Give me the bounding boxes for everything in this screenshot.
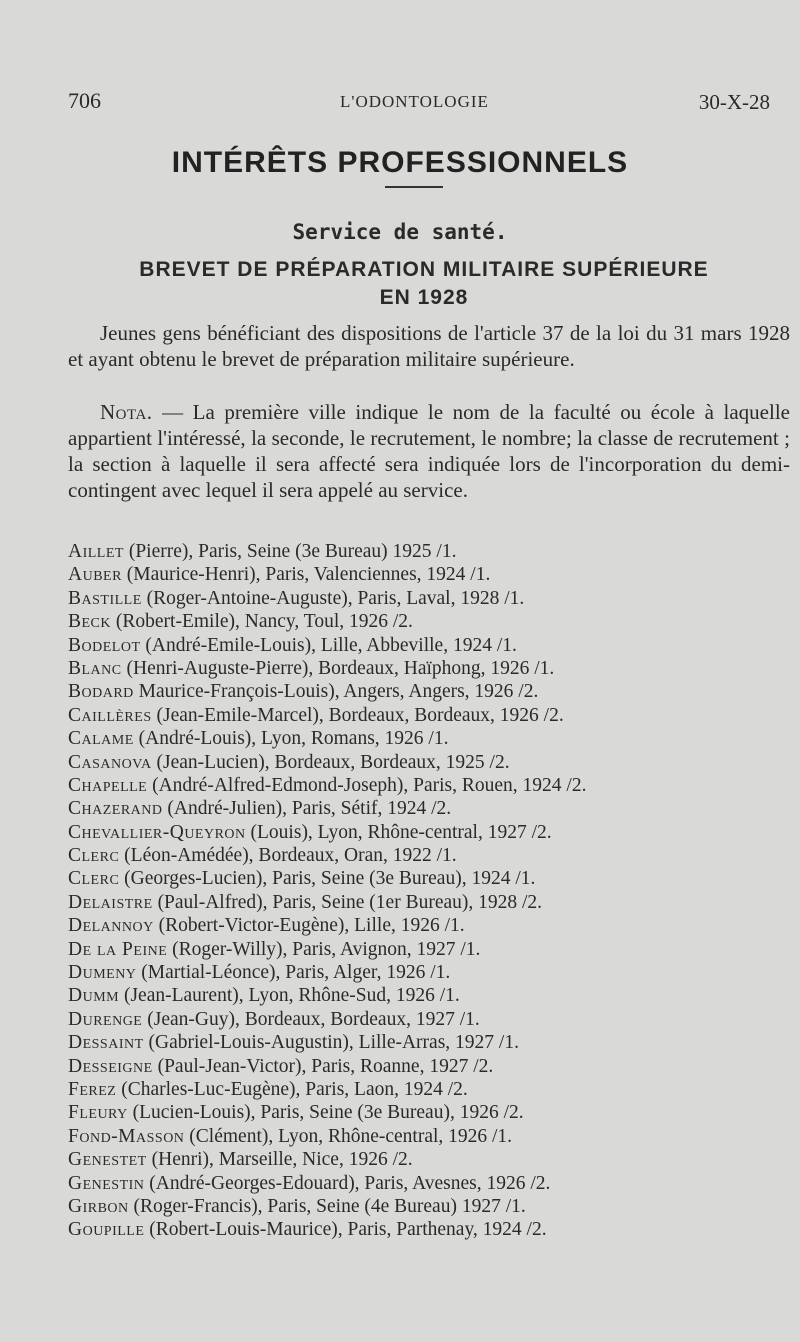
entry-surname: Bastille xyxy=(68,587,142,609)
entry-surname: Delannoy xyxy=(68,915,154,937)
entry-surname: Chazerand xyxy=(68,798,163,820)
entry-details: (Henri), Marseille, Nice, 1926 /2. xyxy=(146,1149,413,1171)
entry-details: (André-Alfred-Edmond-Joseph), Paris, Rouen, 1924 /2. xyxy=(147,774,587,796)
entry-details: (Charles-Luc-Eugène), Paris, Laon, 1924 /2. xyxy=(116,1078,468,1100)
subheading: Service de santé. xyxy=(292,220,508,244)
running-head xyxy=(68,88,770,118)
entry-surname: Desseigne xyxy=(68,1055,153,1077)
entry-surname: Calame xyxy=(68,728,134,750)
list-item xyxy=(68,1195,788,1218)
entry-details: (Roger-Francis), Paris, Seine (4e Bureau) 1927 /1. xyxy=(128,1195,526,1217)
list-item xyxy=(68,961,788,984)
entry-details: (Jean-Laurent), Lyon, Rhône-Sud, 1926 /1. xyxy=(119,985,460,1007)
entry-surname: Durenge xyxy=(68,1008,143,1030)
entry-surname: Clerc xyxy=(68,845,120,867)
list-item xyxy=(68,704,788,727)
entry-surname: Aillet xyxy=(68,541,124,562)
heading-rule xyxy=(385,186,443,188)
entry-details: (Maurice-Henri), Paris, Valenciennes, 1924 /1. xyxy=(121,564,491,586)
entry-surname: Genestet xyxy=(68,1149,147,1171)
nota-label: Nota. xyxy=(100,400,153,424)
list-item xyxy=(68,938,788,961)
entry-surname: Clerc xyxy=(68,868,120,890)
entry-details: (Léon-Amédée), Bordeaux, Oran, 1922 /1. xyxy=(119,845,457,867)
entry-details: (Gabriel-Louis-Augustin), Lille-Arras, 1927 /1. xyxy=(143,1032,519,1054)
entry-details: (Jean-Emile-Marcel), Bordeaux, Bordeaux, 1926 /2. xyxy=(151,704,564,726)
article-title-line-1: BREVET DE PRÉPARATION MILITAIRE SUPÉRIEURE xyxy=(139,258,709,281)
list-item xyxy=(68,680,788,703)
entry-details: (Roger-Willy), Paris, Avignon, 1927 /1. xyxy=(167,938,481,960)
entry-surname: Goupille xyxy=(68,1219,145,1241)
entry-details: (André-Emile-Louis), Lille, Abbeville, 1924 /1. xyxy=(140,634,517,656)
entry-details: (Robert-Victor-Eugène), Lille, 1926 /1. xyxy=(153,915,465,937)
issue-date: 30-X-28 xyxy=(698,90,770,114)
list-item xyxy=(68,867,788,890)
list-item xyxy=(68,984,788,1007)
page-number: 706 xyxy=(68,88,101,113)
list-item xyxy=(68,914,788,937)
list-item xyxy=(68,821,788,844)
entry-details: (Clément), Lyon, Rhône-central, 1926 /1. xyxy=(184,1125,513,1147)
entry-surname: Girbon xyxy=(68,1195,129,1217)
entry-details: (Jean-Guy), Bordeaux, Bordeaux, 1927 /1. xyxy=(142,1008,480,1030)
entry-details: Maurice-François-Louis), Angers, Angers, 1926 /2. xyxy=(133,681,539,703)
entry-surname: Ferez xyxy=(68,1078,117,1100)
recipient-list xyxy=(68,540,788,1242)
entry-surname: Bodelot xyxy=(68,634,141,656)
nota-paragraph xyxy=(68,399,790,503)
entry-surname: Fond-Masson xyxy=(68,1125,185,1147)
list-item xyxy=(68,1101,788,1124)
entry-details: (André-Louis), Lyon, Romans, 1926 /1. xyxy=(133,728,449,750)
entry-details: (Martial-Léonce), Paris, Alger, 1926 /1. xyxy=(136,962,451,984)
entry-details: (Roger-Antoine-Auguste), Paris, Laval, 1928 /1. xyxy=(141,587,525,609)
list-item xyxy=(68,563,788,586)
article-title-line-2: EN 1928 xyxy=(379,286,469,309)
entry-details: (Jean-Lucien), Bordeaux, Bordeaux, 1925 /2. xyxy=(151,751,510,773)
entry-surname: De la Peine xyxy=(68,938,168,960)
list-item xyxy=(68,587,788,610)
entry-details: (André-Julien), Paris, Sétif, 1924 /2. xyxy=(162,798,452,820)
entry-surname: Bodard xyxy=(68,681,134,703)
entry-details: (Georges-Lucien), Paris, Seine (3e Bureau), 1924 /1. xyxy=(119,868,536,890)
entry-details: (Paul-Jean-Victor), Paris, Roanne, 1927 /2. xyxy=(152,1055,494,1077)
entry-surname: Dumeny xyxy=(68,962,137,984)
list-item xyxy=(68,727,788,750)
entry-surname: Delaistre xyxy=(68,891,153,913)
entry-surname: Dessaint xyxy=(68,1032,144,1054)
entry-details: (Lucien-Louis), Paris, Seine (3e Bureau), 1926 /2. xyxy=(127,1102,524,1124)
list-item xyxy=(68,1125,788,1148)
entry-surname: Chevallier-Queyron xyxy=(68,821,246,843)
list-item xyxy=(68,1148,788,1171)
list-item xyxy=(68,844,788,867)
list-item xyxy=(68,1031,788,1054)
list-item xyxy=(68,634,788,657)
entry-details: (Louis), Lyon, Rhône-central, 1927 /2. xyxy=(245,821,552,843)
article-title xyxy=(60,256,788,312)
entry-surname: Blanc xyxy=(68,657,122,679)
entry-surname: Auber xyxy=(68,564,122,586)
entry-surname: Chapelle xyxy=(68,774,148,796)
list-item xyxy=(68,1008,788,1031)
entry-surname: Genestin xyxy=(68,1172,145,1194)
section-heading: INTÉRÊTS PROFESSIONNELS xyxy=(171,146,629,179)
nota-text: — La première ville indique le nom de la faculté ou école à laquelle appartient l'intéressé, la seconde, le recrutement, le nombre; la classe de recrutement ; la section à laquelle il sera affecté sera indiquée lors de l'incorporation du demi-contingent avec lequel il sera appelé au service. xyxy=(68,400,790,502)
entry-surname: Fleury xyxy=(68,1102,128,1124)
journal-title: L'ODONTOLOGIE xyxy=(340,92,489,111)
list-item xyxy=(68,797,788,820)
entry-surname: Beck xyxy=(68,611,112,633)
entry-details: (Robert-Emile), Nancy, Toul, 1926 /2. xyxy=(111,611,413,633)
list-item xyxy=(68,610,788,633)
list-item xyxy=(68,751,788,774)
list-item xyxy=(68,1078,788,1101)
entry-details: (Pierre), Paris, Seine (3e Bureau) 1925 /1. xyxy=(123,541,457,562)
entry-details: (Henri-Auguste-Pierre), Bordeaux, Haïphong, 1926 /1. xyxy=(121,657,555,679)
entry-details: (André-Georges-Edouard), Paris, Avesnes, 1926 /2. xyxy=(144,1172,551,1194)
list-item xyxy=(68,774,788,797)
list-item xyxy=(68,1172,788,1195)
list-item xyxy=(68,540,788,563)
entry-details: (Paul-Alfred), Paris, Seine (1er Bureau), 1928 /2. xyxy=(152,891,543,913)
entry-surname: Casanova xyxy=(68,751,152,773)
entry-surname: Caillères xyxy=(68,704,152,726)
intro-paragraph: Jeunes gens bénéficiant des dispositions de l'article 37 de la loi du 31 mars 1928 et ayant obtenu le brevet de préparation militaire supérieure. xyxy=(68,321,790,371)
list-item xyxy=(68,1055,788,1078)
entry-details: (Robert-Louis-Maurice), Paris, Parthenay, 1924 /2. xyxy=(144,1219,547,1241)
entry-surname: Dumm xyxy=(68,985,120,1007)
list-item xyxy=(68,657,788,680)
list-item xyxy=(68,891,788,914)
list-item xyxy=(68,1218,788,1241)
